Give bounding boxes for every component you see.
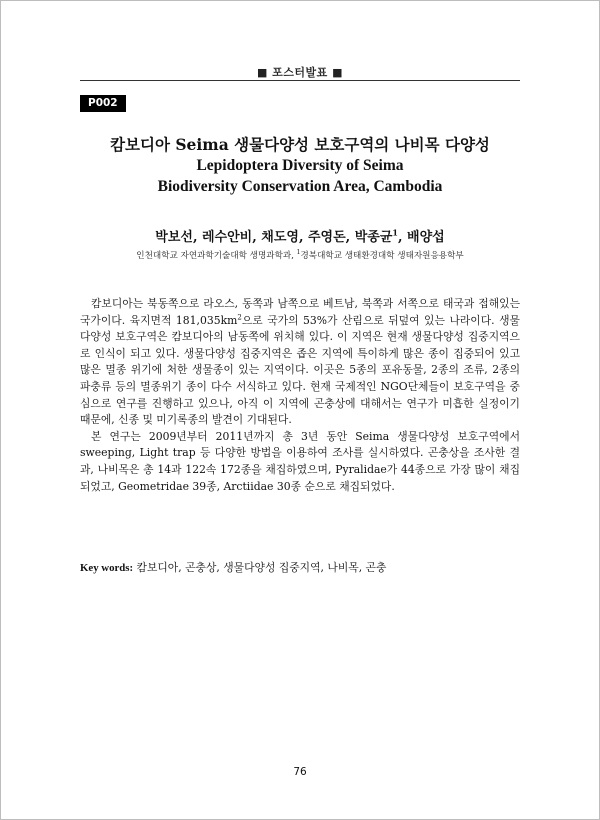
- english-title-line-2: Biodiversity Conservation Area, Cambodia: [157, 178, 443, 195]
- affiliation-first: 인천대학교 자연과학기술대학 생명과학과,: [136, 251, 297, 261]
- keywords-line: [80, 560, 520, 576]
- english-title-line-1: Lepidoptera Diversity of Seima: [196, 157, 404, 174]
- abstract-p1-rest: 으로 국가의 53%가 산림으로 뒤덮여 있는 나라이다. 생물다양성 보호구역은 캄보디아의 남동쪽에 위치해 있다. 이 지역은 현재 생물다양성 집중지역으로 인식이 되고 있다. 생물다양성 집중지역은 좁은 지역에 특이하게 많은 종이 집중되어 있고 많은 멸종 위기에 처한 생물종이 있는 지역이다. 이곳은 5종의 포유동물, 2종의 조류, 2종의 파충류 등의 멸종위기 종이 다수 서식하고 있다. 현재 국제적인 NGO단체들이 보호구역을 중심으로 연구를 진행하고 있으나, 아직 이 지역에 곤충상에 대해서는 연구가 미흡한 실정이기 때문에, 신종 및 미기록종의 발견이 기대된다.: [80, 313, 520, 427]
- abstract-paragraph-2: 본 연구는 2009년부터 2011년까지 총 3년 동안 Seima 생물다양성 보호구역에서 sweeping, Light trap 등 다양한 방법을 이용하여 조사를 실시하였다. 곤충상을 조사한 결과, 나비목은 총 14과 122속 172종을 채집하였으며, Pyralidae가 44종으로 가장 많이 채집되었고, Geometridae 39종, Arctiidae 30종 순으로 채집되었다.: [80, 429, 520, 493]
- abstract-p1-start: 캄보디아는 북동쪽으로 라오스, 동쪽과 남쪽으로 베트남, 북쪽과 서쪽으로 태국과 접해있는 국가이다. 육지면적 181,035km: [80, 297, 520, 327]
- abstract-paragraph-1: [80, 296, 520, 429]
- author-names-last: , 배양섭: [397, 230, 445, 245]
- affiliation-mark: 1: [296, 249, 301, 257]
- korean-title: 캄보디아 Seima 생물다양성 보호구역의 나비목 다양성: [110, 135, 490, 154]
- keywords-label: Key words:: [80, 562, 134, 574]
- poster-code-badge: P002: [80, 95, 126, 112]
- section-header: ■ 포스터발표 ■: [256, 66, 344, 79]
- author-affiliation-mark: 1: [392, 227, 398, 238]
- author-names: 박보선, 레수안비, 채도영, 주영돈, 박종균: [155, 230, 393, 245]
- affiliation-line: [40, 249, 560, 261]
- keywords-text: 캄보디아, 곤충상, 생물다양성 집중지역, 나비목, 곤충: [133, 561, 387, 574]
- header-divider: [80, 80, 520, 81]
- page-number: 76: [293, 766, 307, 778]
- author-list: [60, 226, 540, 245]
- abstract-body: [80, 296, 520, 495]
- title-block: [60, 134, 540, 197]
- superscript-squared: 2: [237, 313, 242, 321]
- affiliation-second: 경북대학교 생태환경대학 생태자원응용학부: [300, 251, 464, 261]
